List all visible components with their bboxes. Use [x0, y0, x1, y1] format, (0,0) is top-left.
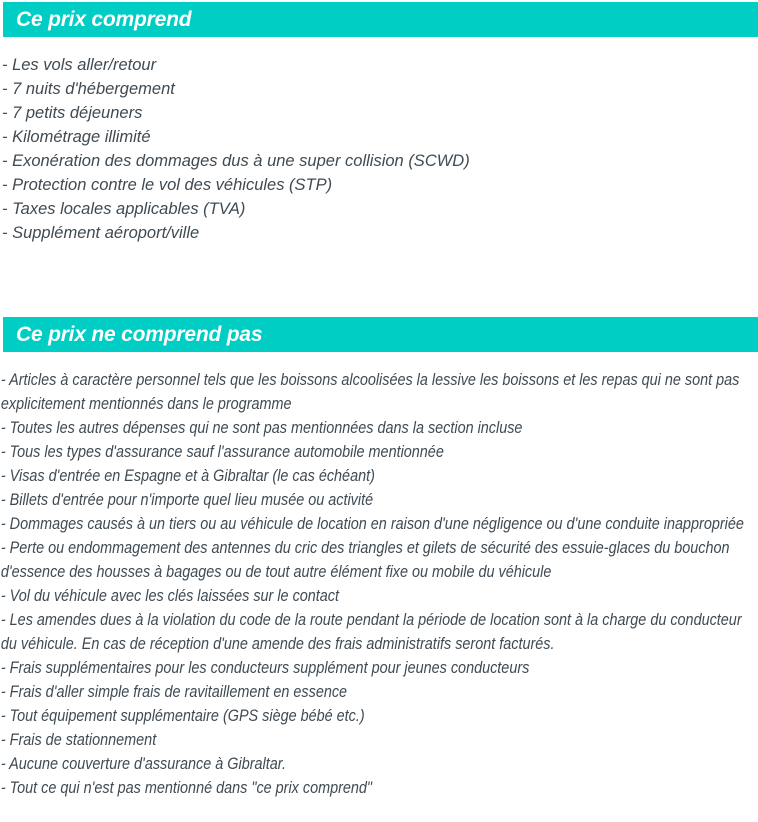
list-item: - 7 nuits d'hébergement [2, 80, 175, 98]
price-excludes-list [0, 352, 758, 800]
list-item: - Tout ce qui n'est pas mentionné dans "ce prix comprend" [0, 779, 373, 797]
list-item: - 7 petits déjeuners [2, 104, 143, 122]
price-includes-section [0, 2, 758, 245]
list-item: - Les vols aller/retour [2, 56, 157, 74]
list-item: - Visas d'entrée en Espagne et à Gibraltar (le cas échéant) [0, 467, 375, 485]
list-item: - Les amendes dues à la violation du code de la route pendant la période de location sont à la charge du conducteur du véhicule. En cas de réception d'une amende des frais administratifs seront facturés. [0, 611, 742, 653]
list-item: - Billets d'entrée pour n'importe quel lieu musée ou activité [0, 491, 374, 509]
price-includes-title: Ce prix comprend [16, 7, 192, 31]
list-item: - Dommages causés à un tiers ou au véhicule de location en raison d'une négligence ou d'une conduite inappropriée [0, 515, 744, 533]
list-item: - Taxes locales applicables (TVA) [2, 200, 246, 218]
list-item: - Vol du véhicule avec les clés laissées sur le contact [0, 587, 340, 605]
price-excludes-header-bar [3, 317, 758, 352]
list-item: - Exonération des dommages dus à une super collision (SCWD) [2, 152, 470, 170]
list-item: - Protection contre le vol des véhicules (STP) [2, 176, 333, 194]
list-item: - Supplément aéroport/ville [2, 224, 200, 242]
list-item: - Frais supplémentaires pour les conducteurs supplément pour jeunes conducteurs [0, 659, 530, 677]
price-details-page [0, 2, 758, 800]
list-item: - Toutes les autres dépenses qui ne sont pas mentionnées dans la section incluse [0, 419, 523, 437]
list-item: - Tous les types d'assurance sauf l'assurance automobile mentionnée [0, 443, 444, 461]
price-includes-header-bar [3, 2, 758, 37]
list-item: - Kilométrage illimité [2, 128, 151, 146]
price-includes-list [0, 37, 758, 245]
list-item: - Frais d'aller simple frais de ravitaillement en essence [0, 683, 348, 701]
price-excludes-section [0, 317, 758, 800]
list-item: - Aucune couverture d'assurance à Gibraltar. [0, 755, 286, 773]
price-excludes-title: Ce prix ne comprend pas [16, 322, 263, 346]
list-item: - Perte ou endommagement des antennes du cric des triangles et gilets de sécurité des essuie-glaces du bouchon d'essence des housses à bagages ou de tout autre élément fixe ou mobile du véhicule [0, 539, 730, 581]
list-item: - Tout équipement supplémentaire (GPS siège bébé etc.) [0, 707, 365, 725]
list-item: - Frais de stationnement [0, 731, 157, 749]
list-item: - Articles à caractère personnel tels que les boissons alcoolisées la lessive les boissons et les repas qui ne sont pas explicitement mentionnés dans le programme [0, 371, 740, 413]
